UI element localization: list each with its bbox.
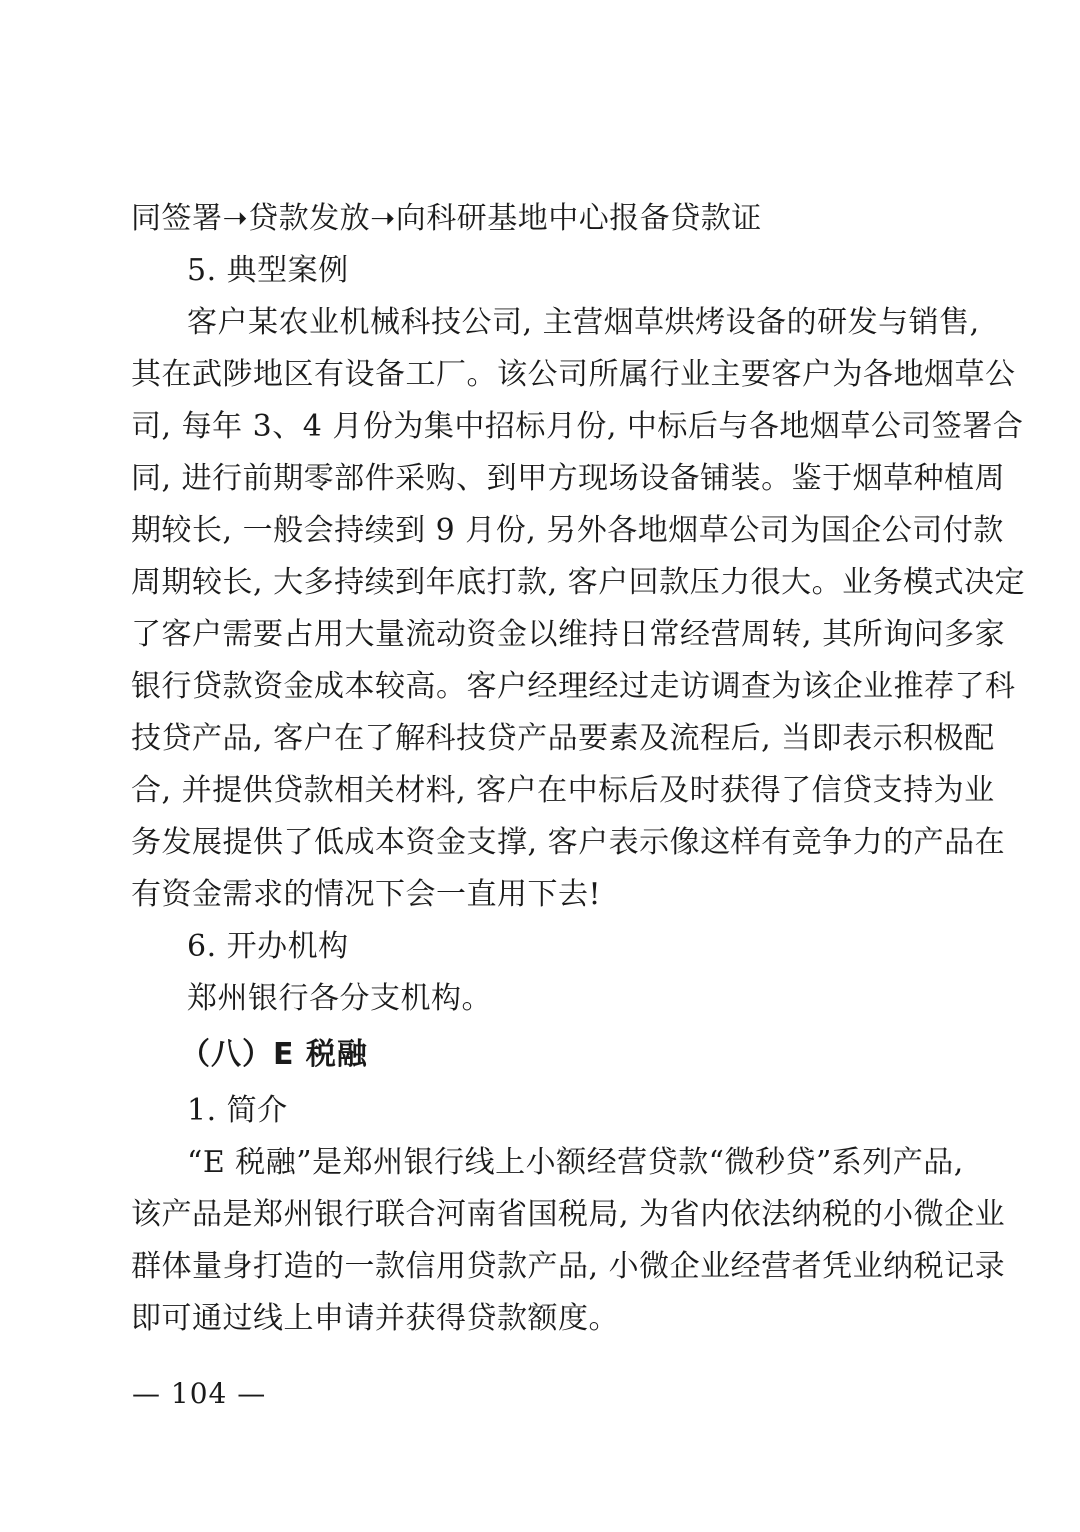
case-paragraph-line: 合, 并提供贷款相关材料, 客户在中标后及时获得了信贷支持为业 bbox=[131, 773, 995, 808]
intro-paragraph-line: 该产品是郑州银行联合河南省国税局, 为省内依法纳税的小微企业 bbox=[131, 1197, 1006, 1232]
chapter-8-heading: （八）E 税融 bbox=[180, 1037, 368, 1072]
continued-process-line: 同签署➝贷款发放➝向科研基地中心报备贷款证 bbox=[131, 201, 762, 236]
case-paragraph-line: 有资金需求的情况下会一直用下去! bbox=[131, 877, 602, 912]
case-paragraph-line: 周期较长, 大多持续到年底打款, 客户回款压力很大。业务模式决定 bbox=[131, 565, 1026, 600]
case-paragraph-line: 期较长, 一般会持续到 9 月份, 另外各地烟草公司为国企公司付款 bbox=[131, 513, 1004, 548]
section-6-title: 6. 开办机构 bbox=[187, 929, 349, 964]
section-5-title: 5. 典型案例 bbox=[187, 253, 349, 288]
case-paragraph-line: 其在武陟地区有设备工厂。该公司所属行业主要客户为各地烟草公 bbox=[131, 357, 1016, 392]
page-number: — 104 — bbox=[132, 1377, 267, 1410]
intro-title: 1. 简介 bbox=[187, 1093, 288, 1128]
case-paragraph-line: 银行贷款资金成本较高。客户经理经过走访调查为该企业推荐了科 bbox=[131, 669, 1016, 704]
case-paragraph-line: 同, 进行前期零部件采购、到甲方现场设备铺装。鉴于烟草种植周 bbox=[131, 461, 1006, 496]
intro-paragraph-line: 群体量身打造的一款信用贷款产品, 小微企业经营者凭业纳税记录 bbox=[131, 1249, 1006, 1284]
intro-paragraph-line: 即可通过线上申请并获得贷款额度。 bbox=[131, 1301, 619, 1336]
case-paragraph-line: 务发展提供了低成本资金支撑, 客户表示像这样有竞争力的产品在 bbox=[131, 825, 1006, 860]
section-6-text: 郑州银行各分支机构。 bbox=[187, 981, 492, 1016]
case-paragraph-line: 了客户需要占用大量流动资金以维持日常经营周转, 其所询问多家 bbox=[131, 617, 1006, 652]
case-paragraph-line: 技贷产品, 客户在了解科技贷产品要素及流程后, 当即表示积极配 bbox=[131, 721, 995, 756]
intro-paragraph-line: “E 税融”是郑州银行线上小额经营贷款“微秒贷”系列产品, bbox=[187, 1145, 964, 1180]
case-paragraph-line: 司, 每年 3、4 月份为集中招标月份, 中标后与各地烟草公司签署合 bbox=[131, 409, 1024, 444]
case-paragraph-line: 客户某农业机械科技公司, 主营烟草烘烤设备的研发与销售, bbox=[187, 305, 980, 340]
